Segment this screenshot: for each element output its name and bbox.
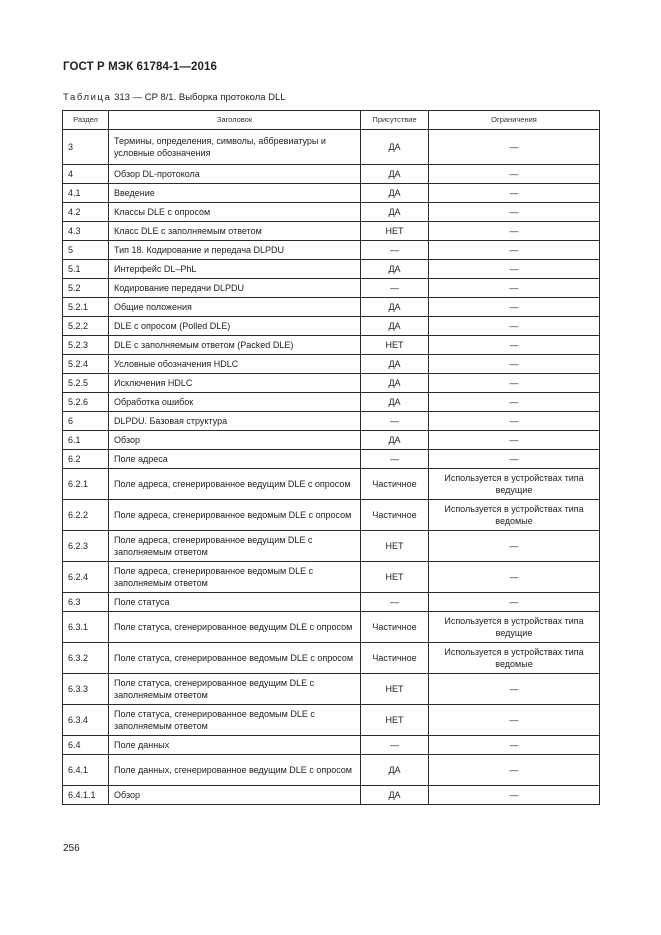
- cell-limits: —: [429, 705, 600, 736]
- cell-presence: ДА: [361, 786, 429, 805]
- cell-title: DLE с заполняемым ответом (Packed DLE): [109, 336, 361, 355]
- cell-limits: —: [429, 736, 600, 755]
- cell-limits: —: [429, 450, 600, 469]
- cell-title: Класс DLE с заполняемым ответом: [109, 222, 361, 241]
- cell-title: Исключения HDLC: [109, 374, 361, 393]
- cell-presence: ДА: [361, 298, 429, 317]
- document-header: ГОСТ Р МЭК 61784-1—2016: [63, 61, 217, 73]
- cell-presence: НЕТ: [361, 222, 429, 241]
- cell-section: 6.2.3: [63, 531, 109, 562]
- cell-section: 6.1: [63, 431, 109, 450]
- table-caption-label: Таблица: [63, 92, 112, 103]
- cell-presence: Частичное: [361, 500, 429, 531]
- cell-presence: ДА: [361, 374, 429, 393]
- cell-limits: —: [429, 674, 600, 705]
- cell-title: Общие положения: [109, 298, 361, 317]
- cell-section: 5.2.4: [63, 355, 109, 374]
- cell-section: 6.4.1: [63, 755, 109, 786]
- cell-title: Обзор: [109, 431, 361, 450]
- table-row: [63, 241, 600, 260]
- table-row: [63, 736, 600, 755]
- cell-limits: Используется в устройствах типа ведомые: [429, 643, 600, 674]
- table-row: [63, 279, 600, 298]
- cell-presence: ДА: [361, 260, 429, 279]
- cell-presence: ДА: [361, 431, 429, 450]
- table-row: [63, 562, 600, 593]
- cell-title: Поле данных, сгенерированное ведущим DLE с опросом: [109, 755, 361, 786]
- table-row: [63, 393, 600, 412]
- cell-limits: —: [429, 393, 600, 412]
- cell-section: 5: [63, 241, 109, 260]
- cell-section: 6.3: [63, 593, 109, 612]
- cell-title: Термины, определения, символы, аббревиатуры и условные обозначения: [109, 130, 361, 165]
- cell-section: 5.2: [63, 279, 109, 298]
- column-header-section: Раздел: [63, 111, 109, 130]
- cell-title: Поле данных: [109, 736, 361, 755]
- cell-section: 6.2.4: [63, 562, 109, 593]
- table-row: [63, 374, 600, 393]
- cell-title: Классы DLE с опросом: [109, 203, 361, 222]
- table-row: [63, 222, 600, 241]
- cell-limits: —: [429, 336, 600, 355]
- cell-title: Условные обозначения HDLC: [109, 355, 361, 374]
- table-row: [63, 469, 600, 500]
- cell-section: 6.3.3: [63, 674, 109, 705]
- cell-presence: —: [361, 279, 429, 298]
- cell-section: 4.1: [63, 184, 109, 203]
- cell-title: Поле статуса, сгенерированное ведомым DLE с опросом: [109, 643, 361, 674]
- cell-title: DLE с опросом (Polled DLE): [109, 317, 361, 336]
- table-row: [63, 612, 600, 643]
- cell-limits: —: [429, 222, 600, 241]
- cell-section: 4.3: [63, 222, 109, 241]
- table-caption-text: 313 — CP 8/1. Выборка протокола DLL: [111, 92, 286, 103]
- cell-presence: —: [361, 736, 429, 755]
- cell-title: Поле статуса, сгенерированное ведущим DLE с опросом: [109, 612, 361, 643]
- cell-section: 6.2.1: [63, 469, 109, 500]
- table-row: [63, 755, 600, 786]
- table-row: [63, 500, 600, 531]
- cell-presence: ДА: [361, 130, 429, 165]
- cell-title: Обзор DL-протокола: [109, 165, 361, 184]
- cell-section: 6.2: [63, 450, 109, 469]
- table-row: [63, 431, 600, 450]
- table-row: [63, 786, 600, 805]
- cell-presence: ДА: [361, 165, 429, 184]
- table-caption: [63, 92, 286, 103]
- cell-limits: —: [429, 130, 600, 165]
- table-row: [63, 593, 600, 612]
- cell-title: Обработка ошибок: [109, 393, 361, 412]
- cell-title: Поле статуса: [109, 593, 361, 612]
- cell-presence: Частичное: [361, 612, 429, 643]
- cell-title: DLPDU. Базовая структура: [109, 412, 361, 431]
- cell-limits: —: [429, 165, 600, 184]
- cell-section: 6.4: [63, 736, 109, 755]
- cell-limits: —: [429, 184, 600, 203]
- cell-section: 5.2.5: [63, 374, 109, 393]
- cell-title: Обзор: [109, 786, 361, 805]
- cell-section: 6.2.2: [63, 500, 109, 531]
- cell-limits: —: [429, 298, 600, 317]
- cell-section: 3: [63, 130, 109, 165]
- table-row: [63, 298, 600, 317]
- table-row: [63, 336, 600, 355]
- cell-presence: ДА: [361, 393, 429, 412]
- cell-presence: —: [361, 241, 429, 260]
- table-row: [63, 355, 600, 374]
- cell-section: 5.1: [63, 260, 109, 279]
- table-row: [63, 260, 600, 279]
- protocol-table-container: [62, 110, 599, 805]
- cell-title: Интерфейс DL–PhL: [109, 260, 361, 279]
- cell-presence: НЕТ: [361, 531, 429, 562]
- page-number: 256: [63, 843, 80, 854]
- cell-limits: —: [429, 593, 600, 612]
- cell-limits: Используется в устройствах типа ведущие: [429, 612, 600, 643]
- table-body: [63, 130, 600, 805]
- column-header-presence: Присутствие: [361, 111, 429, 130]
- cell-title: Поле адреса, сгенерированное ведущим DLE с заполняемым ответом: [109, 531, 361, 562]
- cell-section: 6: [63, 412, 109, 431]
- cell-presence: —: [361, 450, 429, 469]
- cell-section: 5.2.3: [63, 336, 109, 355]
- cell-title: Поле адреса, сгенерированное ведомым DLE с опросом: [109, 500, 361, 531]
- cell-limits: —: [429, 431, 600, 450]
- cell-presence: НЕТ: [361, 705, 429, 736]
- cell-section: 6.3.4: [63, 705, 109, 736]
- cell-presence: —: [361, 412, 429, 431]
- cell-limits: —: [429, 412, 600, 431]
- cell-title: Поле адреса, сгенерированное ведущим DLE с опросом: [109, 469, 361, 500]
- column-header-title: Заголовок: [109, 111, 361, 130]
- table-row: [63, 531, 600, 562]
- table-row: [63, 450, 600, 469]
- cell-limits: Используется в устройствах типа ведомые: [429, 500, 600, 531]
- cell-section: 4: [63, 165, 109, 184]
- cell-presence: ДА: [361, 203, 429, 222]
- cell-limits: —: [429, 562, 600, 593]
- column-header-limits: Ограничения: [429, 111, 600, 130]
- cell-presence: ДА: [361, 355, 429, 374]
- table-row: [63, 165, 600, 184]
- cell-limits: —: [429, 755, 600, 786]
- cell-presence: Частичное: [361, 643, 429, 674]
- cell-limits: —: [429, 241, 600, 260]
- cell-presence: ДА: [361, 184, 429, 203]
- table-row: [63, 412, 600, 431]
- cell-limits: —: [429, 374, 600, 393]
- cell-limits: Используется в устройствах типа ведущие: [429, 469, 600, 500]
- cell-presence: ДА: [361, 755, 429, 786]
- cell-presence: НЕТ: [361, 562, 429, 593]
- cell-limits: —: [429, 317, 600, 336]
- cell-presence: НЕТ: [361, 674, 429, 705]
- table-row: [63, 317, 600, 336]
- cell-title: Введение: [109, 184, 361, 203]
- cell-title: Поле статуса, сгенерированное ведомым DLE с заполняемым ответом: [109, 705, 361, 736]
- cell-section: 5.2.1: [63, 298, 109, 317]
- cell-title: Тип 18. Кодирование и передача DLPDU: [109, 241, 361, 260]
- cell-section: 5.2.2: [63, 317, 109, 336]
- table-row: [63, 184, 600, 203]
- table-row: [63, 130, 600, 165]
- cell-limits: —: [429, 531, 600, 562]
- cell-limits: —: [429, 260, 600, 279]
- table-row: [63, 643, 600, 674]
- table-row: [63, 674, 600, 705]
- cell-presence: НЕТ: [361, 336, 429, 355]
- cell-section: 6.4.1.1: [63, 786, 109, 805]
- cell-presence: —: [361, 593, 429, 612]
- cell-limits: —: [429, 786, 600, 805]
- cell-section: 4.2: [63, 203, 109, 222]
- cell-section: 5.2.6: [63, 393, 109, 412]
- cell-title: Поле статуса, сгенерированное ведущим DLE с заполняемым ответом: [109, 674, 361, 705]
- table-row: [63, 705, 600, 736]
- cell-section: 6.3.1: [63, 612, 109, 643]
- cell-title: Кодирование передачи DLPDU: [109, 279, 361, 298]
- table-row: [63, 203, 600, 222]
- cell-limits: —: [429, 203, 600, 222]
- cell-title: Поле адреса, сгенерированное ведомым DLE с заполняемым ответом: [109, 562, 361, 593]
- cell-title: Поле адреса: [109, 450, 361, 469]
- cell-presence: ДА: [361, 317, 429, 336]
- cell-limits: —: [429, 355, 600, 374]
- table-header-row: [63, 111, 600, 130]
- protocol-table: [62, 110, 600, 805]
- cell-presence: Частичное: [361, 469, 429, 500]
- cell-limits: —: [429, 279, 600, 298]
- cell-section: 6.3.2: [63, 643, 109, 674]
